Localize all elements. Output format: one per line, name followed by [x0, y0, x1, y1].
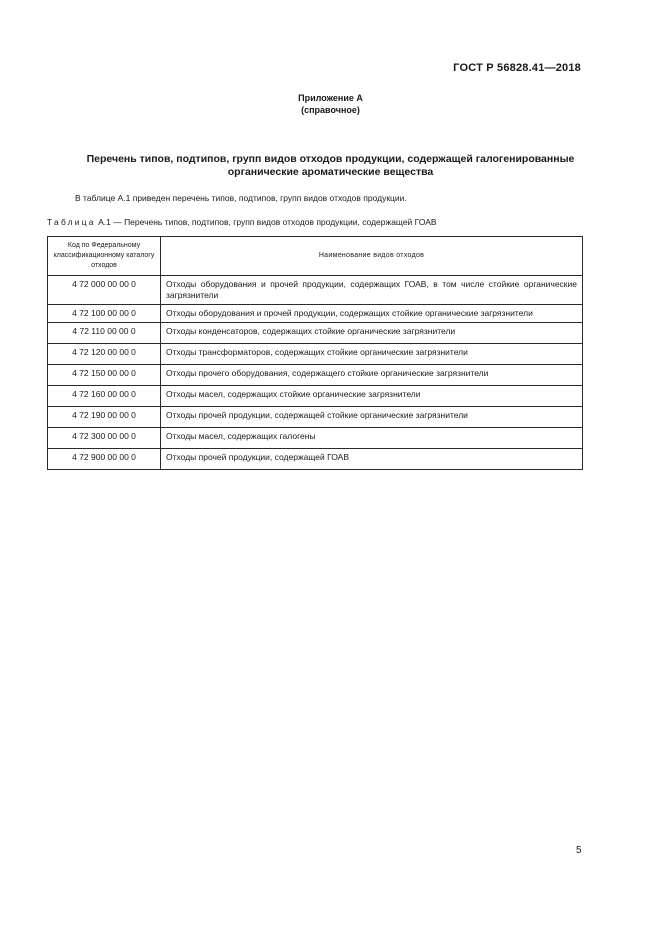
table-row	[48, 305, 583, 323]
waste-code-cell: 4 72 110 00 00 0	[48, 323, 161, 344]
table-header-row	[48, 237, 583, 276]
waste-name-cell: Отходы прочей продукции, содержащей ГОАВ	[161, 449, 583, 470]
standard-number: ГОСТ Р 56828.41—2018	[453, 62, 581, 74]
table-row	[48, 386, 583, 407]
annex-status: (справочное)	[301, 105, 360, 115]
table-row	[48, 428, 583, 449]
page-number: 5	[576, 845, 582, 856]
waste-name-cell: Отходы прочей продукции, содержащей стойкие органические загрязнители	[161, 407, 583, 428]
waste-code-cell: 4 72 150 00 00 0	[48, 365, 161, 386]
intro-paragraph: В таблице А.1 приведен перечень типов, подтипов, групп видов отходов продукции.	[75, 193, 407, 203]
table-row	[48, 344, 583, 365]
table-row	[48, 449, 583, 470]
waste-name-cell: Отходы масел, содержащих галогены	[161, 428, 583, 449]
heading-line-2: органические ароматические вещества	[227, 166, 434, 178]
waste-code-cell: 4 72 190 00 00 0	[48, 407, 161, 428]
table-row	[48, 276, 583, 305]
waste-code-cell: 4 72 300 00 00 0	[48, 428, 161, 449]
table-caption	[47, 217, 437, 227]
waste-name-cell: Отходы масел, содержащих стойкие органические загрязнители	[161, 386, 583, 407]
waste-code-cell: 4 72 160 00 00 0	[48, 386, 161, 407]
heading-line-1: Перечень типов, подтипов, групп видов отходов продукции, содержащей галогенированные	[86, 153, 575, 165]
waste-code-cell: 4 72 900 00 00 0	[48, 449, 161, 470]
waste-name-cell: Отходы трансформаторов, содержащих стойкие органические загрязнители	[161, 344, 583, 365]
table-caption-word: Таблица	[47, 217, 96, 227]
waste-code-cell: 4 72 100 00 00 0	[48, 305, 161, 323]
waste-name-cell: Отходы конденсаторов, содержащих стойкие органические загрязнители	[161, 323, 583, 344]
waste-name-cell: Отходы прочего оборудования, содержащего стойкие органические загрязнители	[161, 365, 583, 386]
waste-name-cell: Отходы оборудования и прочей продукции, содержащих ГОАВ, в том числе стойкие органические загрязнители	[161, 276, 583, 305]
waste-code-cell: 4 72 000 00 00 0	[48, 276, 161, 305]
annex-title: Приложение А	[298, 93, 363, 103]
waste-name-cell: Отходы оборудования и прочей продукции, содержащих стойкие органические загрязнители	[161, 305, 583, 323]
column-header-code: Код по Федеральному классификационному каталогу отходов	[48, 237, 161, 276]
waste-types-table	[47, 236, 583, 470]
annex-header	[0, 92, 661, 116]
section-heading	[40, 153, 621, 179]
waste-code-cell: 4 72 120 00 00 0	[48, 344, 161, 365]
table-row	[48, 323, 583, 344]
table-row	[48, 365, 583, 386]
table-row	[48, 407, 583, 428]
table-caption-text: А.1 — Перечень типов, подтипов, групп видов отходов продукции, содержащей ГОАВ	[95, 217, 437, 227]
column-header-name: Наименование видов отходов	[161, 237, 583, 276]
